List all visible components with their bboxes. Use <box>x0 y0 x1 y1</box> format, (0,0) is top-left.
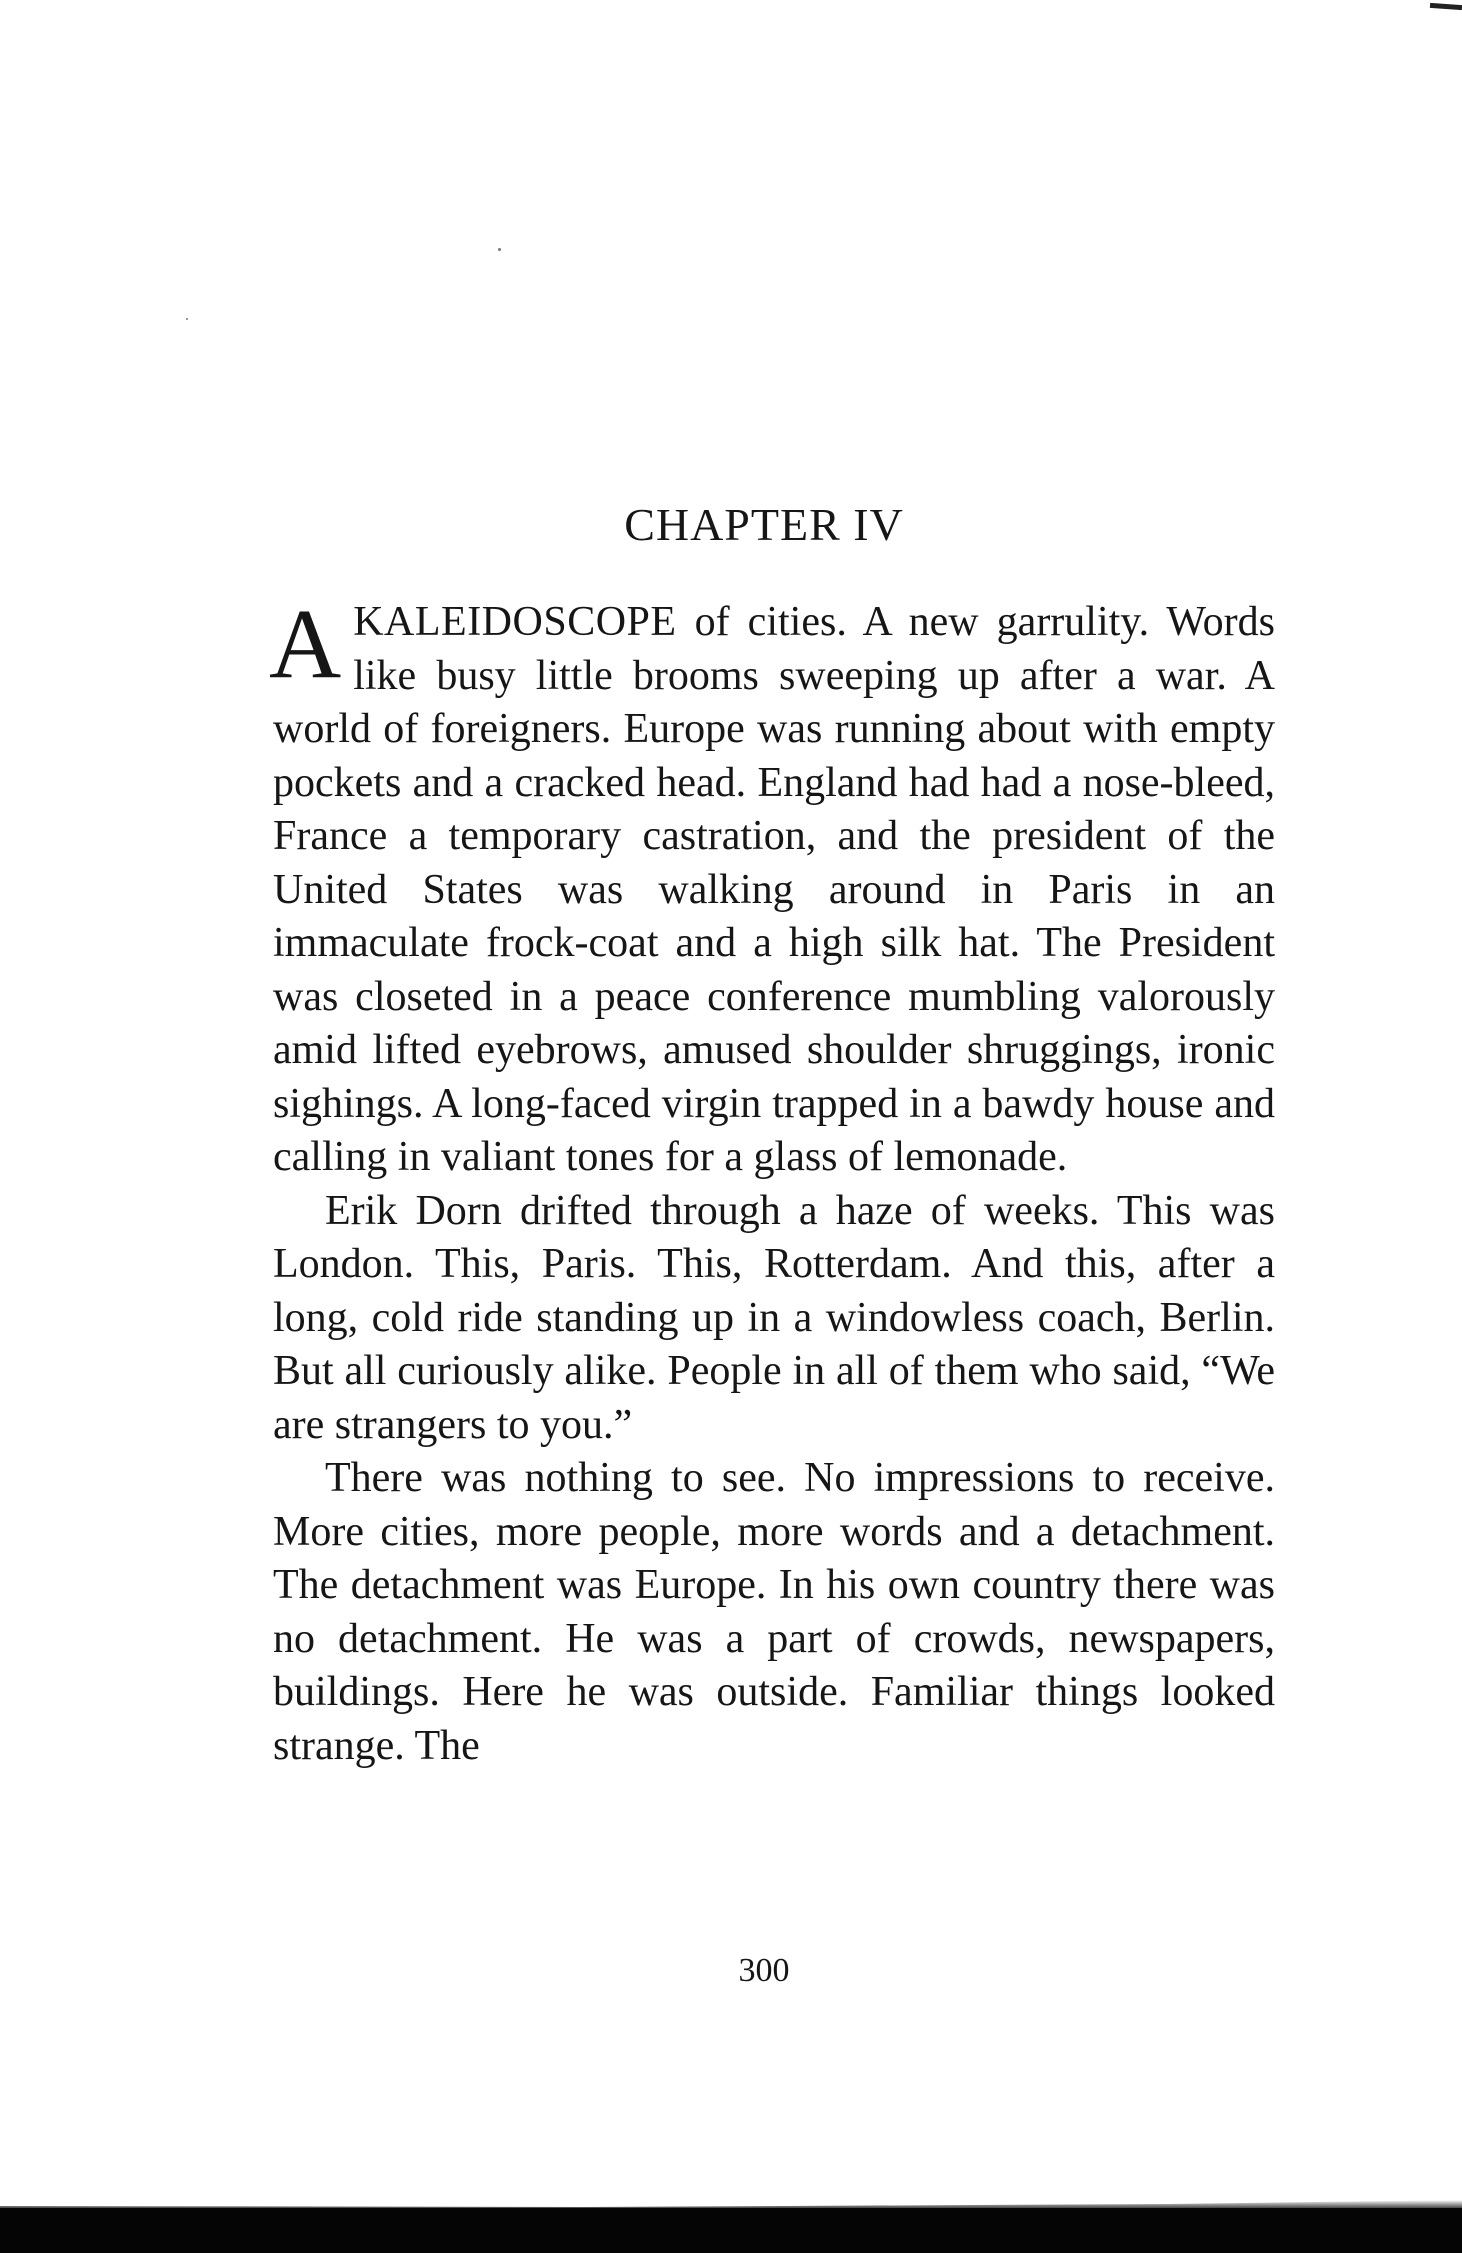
paragraph-1-text: of cities. A new garrulity. Words like busy little brooms sweeping up after a war. A world of foreigners. Europe was running about with empty pockets and a cracked head. England had had a nose-bleed, France a temporary castration, and the president of the United States was walking around in Paris in an immaculate frock-coat and a high silk hat. The President was closeted in a peace conference mumbling valorously amid lifted eyebrows, amused shoulder shruggings, ironic sighings. A long-faced virgin trapped in a bawdy house and calling in valiant tones for a glass of lemonade. <box>273 599 1275 1180</box>
scan-speck <box>186 318 188 320</box>
paragraph-3: There was nothing to see. No impressions to receive. More cities, more people, more words and a detachment. The detachment was Europe. In his own country there was no detachment. He was a part of crowds, newspapers, buildings. Here he was outside. Familiar things looked strange. The <box>273 1455 1275 1769</box>
paragraph-2: Erik Dorn drifted through a haze of weeks. This was London. This, Paris. This, Rotterdam. And this, after a long, cold ride standing up in a windowless coach, Berlin. But all curiously alike. People in all of them who said, “We are strangers to you.” <box>273 1187 1275 1448</box>
body-text <box>269 588 1275 1773</box>
page-number: 300 <box>738 1952 790 1989</box>
scan-bottom-bar <box>0 2208 1462 2253</box>
scan-speck <box>498 248 501 251</box>
lead-caps: KALEIDOSCOPE <box>353 599 677 645</box>
drop-cap: A <box>269 588 342 699</box>
paragraph-1 <box>269 588 1275 1185</box>
chapter-title: CHAPTER IV <box>624 499 904 550</box>
scan-corner-mark <box>1430 3 1462 10</box>
